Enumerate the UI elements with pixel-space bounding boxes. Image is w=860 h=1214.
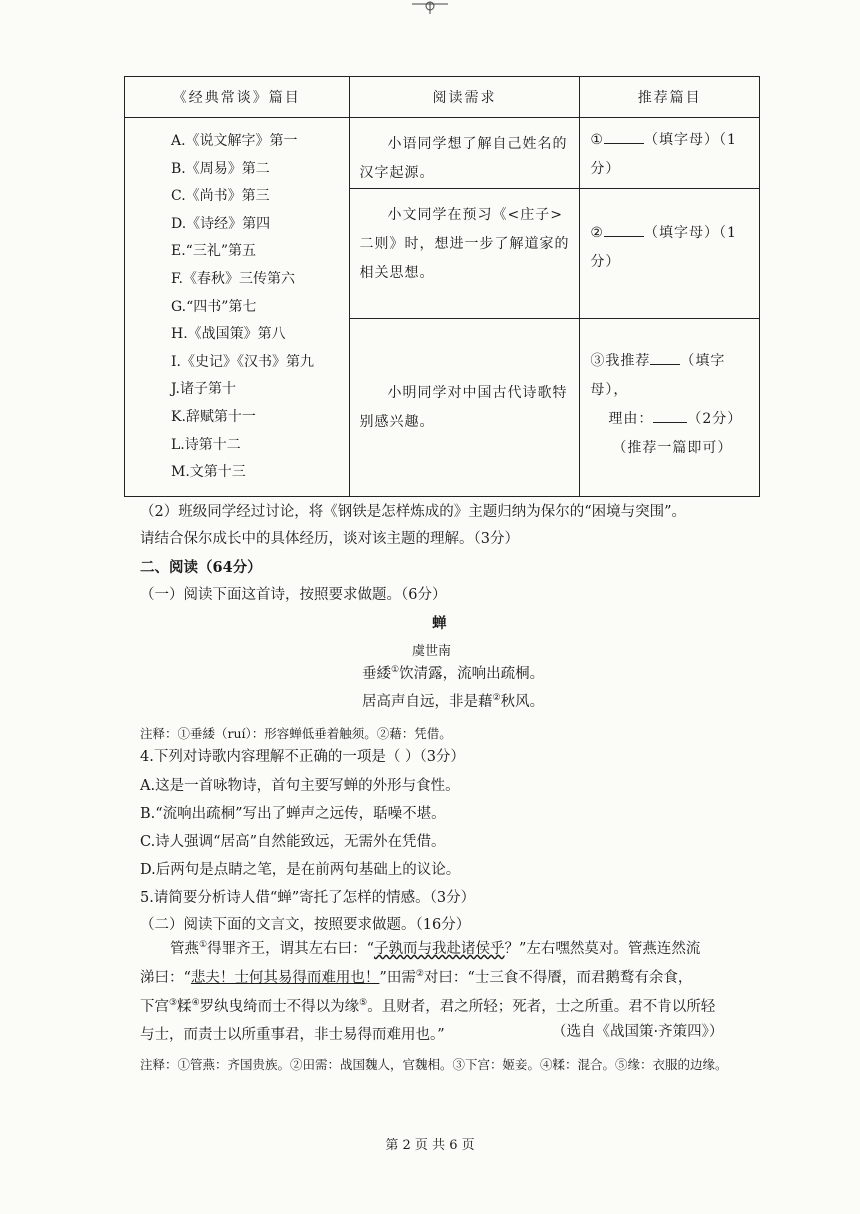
- rec-text: （填字母），: [590, 353, 726, 398]
- rec-cell: [580, 189, 760, 319]
- part-2-heading: （二）阅读下面的文言文，按照要求做题。（16分）: [140, 917, 471, 933]
- option-a: A.这是一首咏物诗，首句主要写蝉的外形与食性。: [140, 778, 460, 794]
- classical-text-line-4: 与士，而责士以所重事君，非士易得而难用也。”: [140, 1027, 445, 1043]
- header-cell: 推荐篇目: [580, 77, 760, 118]
- rec-note: （推荐一篇即可）: [612, 440, 733, 456]
- underlined-phrase: 悲夫！士何其易得而难用也！: [190, 970, 380, 986]
- list-item: K.辞赋第十一: [171, 408, 256, 425]
- classical-note: 注释：①管燕：齐国贵族。②田需：战国魏人，官魏相。③下宫：姬妾。④糅：混合。⑤缘：衣服的边缘。: [140, 1057, 728, 1072]
- table-header-row: [125, 77, 760, 118]
- rec-answer-2: [580, 189, 759, 277]
- need-text: 小文同学在预习《<庄子>二则》时，想进一步了解道家的相关思想。: [359, 207, 570, 281]
- list-item: A.《说文解字》第一: [171, 133, 298, 149]
- option-c: C.诗人强调“居高”自然能致远，无需外在凭借。: [140, 834, 446, 850]
- list-item: M.文第十三: [171, 464, 246, 481]
- book-list-cell: [125, 118, 350, 497]
- book-list: [125, 118, 349, 487]
- option-d: D.后两句是点睛之笔，是在前两句基础上的议论。: [140, 862, 461, 878]
- classical-text-line-1: 管燕①得罪齐王，谓其左右曰：“子孰而与我赴诸侯乎？”左右嘿然莫对。管燕连然流: [170, 940, 701, 957]
- rec-label: ③我推荐: [590, 353, 651, 369]
- question-2-line2: 请结合保尔成长中的具体经历，谈对该主题的理解。（3分）: [140, 531, 519, 547]
- rec-answer-1: [580, 118, 759, 184]
- rec-text: （填字母）（1分）: [590, 132, 737, 177]
- need-text: 小语同学想了解自己姓名的汉字起源。: [359, 136, 568, 181]
- need-cell: [349, 319, 580, 497]
- binding-mark-icon: [412, 0, 448, 14]
- rec-num: ②: [590, 225, 604, 241]
- list-item: F.《春秋》三传第六: [171, 270, 295, 287]
- source-citation: （选自《战国策·齐策四》）: [552, 1024, 724, 1040]
- need-cell: [349, 118, 580, 189]
- header-cell: 《经典常谈》篇目: [125, 77, 350, 118]
- rec-cell: [580, 118, 760, 189]
- need-cell: [349, 189, 580, 319]
- underlined-phrase: 子孰而与我赴诸侯乎: [374, 941, 505, 957]
- question-2-line1: （2）班级同学经过讨论，将《钢铁是怎样炼成的》主题归纳为保尔的“困境与突围”。: [140, 504, 687, 520]
- need-text: 小明同学对中国古代诗歌特别感兴趣。: [359, 385, 568, 430]
- list-item: D.《诗经》第四: [171, 215, 271, 232]
- rec-answer-3: [580, 319, 759, 463]
- page-footer: 第 2 页 共 6 页: [385, 1138, 475, 1153]
- classical-text-line-2: 涕曰：“悲夫！士何其易得而难用也！”田需②对曰：“士三食不得餍，而君鹅鹜有余食，: [140, 969, 693, 986]
- poem-title: 蝉: [432, 615, 447, 632]
- part-1-heading: （一）阅读下面这首诗，按照要求做题。（6分）: [140, 587, 447, 603]
- list-item: E.“三礼”第五: [171, 243, 256, 260]
- rec-text: （2分）: [687, 411, 743, 427]
- list-item: G.“四书”第七: [171, 298, 257, 315]
- question-4-stem: 4.下列对诗歌内容理解不正确的一项是（ ）（3分）: [140, 749, 465, 765]
- list-item: C.《尚书》第三: [171, 188, 270, 205]
- list-item: L.诗第十二: [171, 436, 241, 453]
- header-cell: 阅读需求: [349, 77, 580, 118]
- answer-blank[interactable]: [653, 408, 687, 423]
- answer-blank[interactable]: [650, 350, 680, 365]
- list-item: I.《史记》《汉书》第九: [171, 353, 314, 370]
- list-item: B.《周易》第二: [171, 160, 270, 177]
- classical-text-line-3: 下宫③糅④罗纨曳绮而士不得以为缘⑤。且财者，君之所轻；死者，士之所重。君不肯以所轻: [140, 998, 716, 1015]
- answer-blank[interactable]: [604, 222, 644, 237]
- rec-text: （填字母）（1分）: [590, 225, 737, 270]
- list-item: H.《战国策》第八: [171, 326, 286, 343]
- question-5: 5.请简要分析诗人借“蝉”寄托了怎样的情感。（3分）: [140, 890, 476, 906]
- poem-author: 虞世南: [412, 644, 452, 659]
- poem-note: 注释：①垂緌（ruí）：形容蝉低垂着触须。②藉：凭借。: [140, 726, 452, 741]
- reason-label: 理由：: [608, 411, 654, 427]
- option-b: B.“流响出疏桐”写出了蝉声之远传，聒噪不堪。: [140, 806, 446, 822]
- answer-blank[interactable]: [604, 129, 644, 144]
- list-item: J.诸子第十: [171, 381, 236, 398]
- section-heading: 二、阅读（64分）: [140, 559, 262, 576]
- poem-line-1: 垂緌①饮清露，流响出疏桐。: [362, 665, 545, 682]
- recommendation-table: [124, 76, 760, 497]
- poem-line-2: 居高声自远，非是藉②秋风。: [362, 693, 545, 710]
- rec-cell: [580, 319, 760, 497]
- rec-num: ①: [590, 132, 604, 148]
